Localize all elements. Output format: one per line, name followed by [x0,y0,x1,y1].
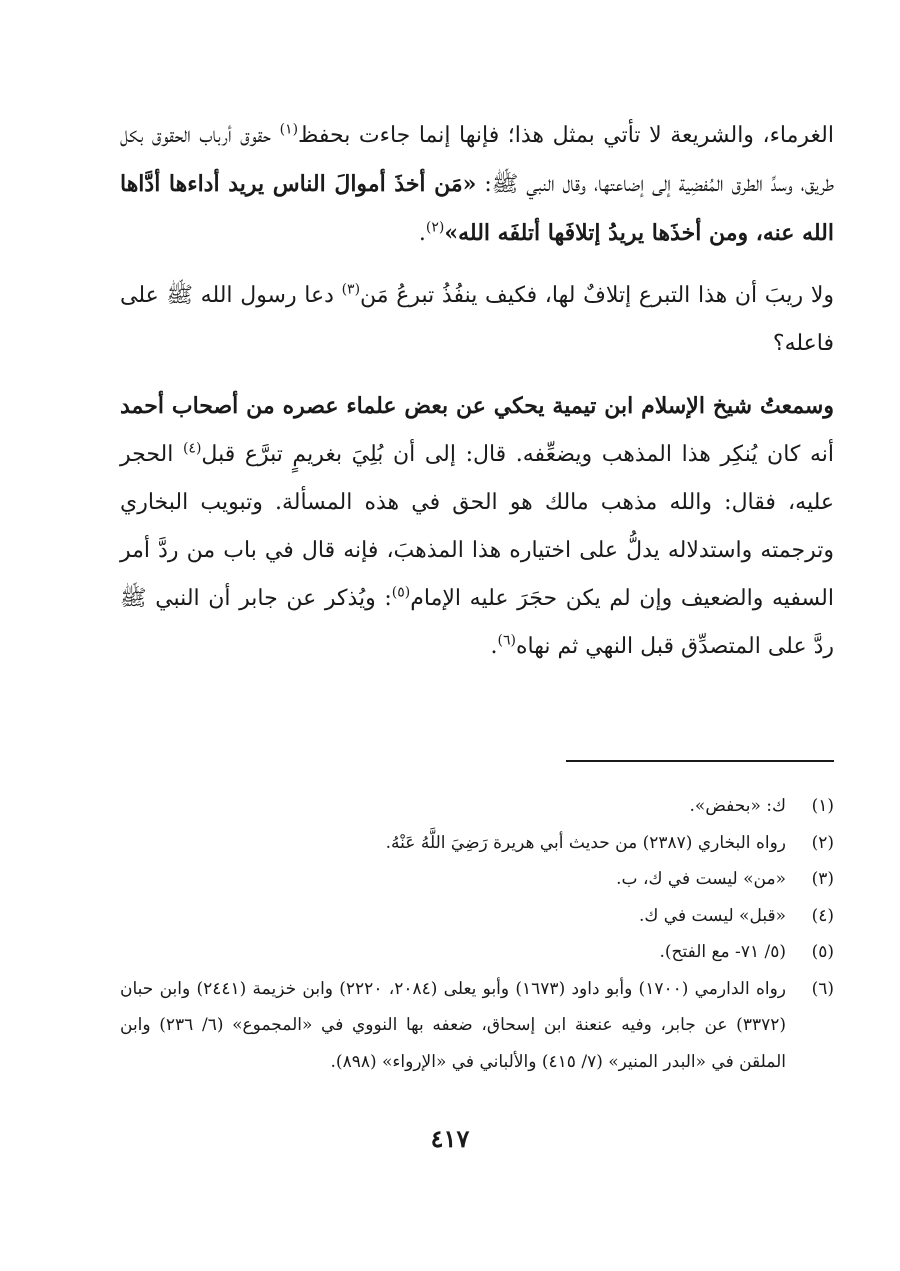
text-run: : ويُذكر عن جابر أن النبي ﷺ ردَّ على المتصدِّق قبل النهي ثم نهاه [120,586,834,659]
footnote-item [120,788,834,825]
footnote-number: (٦) [811,978,834,999]
footnote-text: «من» ليست في ك، ب. [616,869,786,889]
footnotes [120,788,834,1080]
text-run: حقوق أرباب الحقوق بكل طريق، وسدِّ الطرق المُفضِية إلى إضاعتها، وقال النبي ﷺ: [120,123,834,197]
footnote-separator [566,760,834,762]
footnote-number: (١) [811,796,834,816]
footnote-ref: (٢) [425,219,445,236]
footnote-number: (٢) [811,832,834,853]
footnote-number: (٥) [811,942,834,962]
footnote-text: (٥/ ٧١- مع الفتح). [659,942,786,962]
text-run: الغرماء، والشريعة لا تأتي بمثل هذا؛ فإنها إنما جاءت بحفظ [298,123,834,148]
text-run: أنه كان يُنكِر هذا المذهب ويضعِّفه. قال: إلى أن بُلِيَ بغريمٍ تبرَّع قبل [201,442,835,467]
footnote-ref: (١) [279,121,299,138]
footnote-text: «قبل» ليست في ك. [638,905,786,926]
footnote-item [120,934,834,971]
footnote-text: رواه البخاري (٢٣٨٧) من حديث أبي هريرة رَضِيَ اللَّهُ عَنْهُ. [385,832,786,853]
page-number: ٤١٧ [430,1124,470,1153]
paragraph-3 [120,382,834,671]
paragraph-1 [120,112,834,258]
footnote-item [120,825,834,862]
text-run: دعا رسول الله ﷺ على فاعله؟ [120,283,834,356]
bold-text-run: وسمعتُ شيخ الإسلام ابن تيمية يحكي عن بعض علماء عصره من أصحاب أحمد [120,393,834,419]
footnote-ref: (٦) [497,632,516,649]
footnote-ref: (٤) [182,440,202,457]
main-text [120,112,834,671]
paragraph-2 [120,272,834,368]
hadith-quote: «مَن أخذَ أموالَ الناس يريد أداءها أدَّاها الله عنه، ومن أخذَها يريدُ إتلافَها أتلفَه الله» [120,171,834,246]
text-run: ولا ريبَ أن هذا التبرع إتلافٌ لها، فكيف ينفُذُ تبرعُ مَن [360,283,834,308]
footnote-item [120,971,834,1081]
footnote-text: ك: «بحفض». [689,796,786,816]
text-run: . [490,634,498,659]
footnote-text: رواه الدارمي (١٧٠٠) وأبو داود (١٦٧٣) وأبو يعلى (٢٠٨٤، ٢٢٢٠) وابن خزيمة (٢٤٤١) وابن حبان (٣٣٧٢) عن جابر، وفيه عنعنة ابن إسحاق، ضعفه بها النووي في «المجموع» (٦/ ٢٣٦) وابن الملقن في «البدر المنير» (٧/ ٤١٥) والألباني في «الإرواء» (٨٩٨). [120,978,786,1072]
text-run: الحجر عليه، فقال: والله مذهب مالك هو الحق في هذه المسألة. وتبويب البخاري وترجمته واستدلاله يدلُّ على اختياره هذا المذهبَ، فإنه قال في باب من ردَّ أمر السفيه والضعيف وإن لم يكن حجَرَ عليه الإمام [120,442,834,611]
footnote-number: (٤) [811,905,834,926]
text-run: . [418,221,426,246]
footnote-ref: (٥) [391,584,411,601]
footnote-item [120,898,834,935]
footnote-number: (٣) [811,869,834,889]
footnote-item [120,861,834,898]
footnote-ref: (٣) [341,281,361,298]
